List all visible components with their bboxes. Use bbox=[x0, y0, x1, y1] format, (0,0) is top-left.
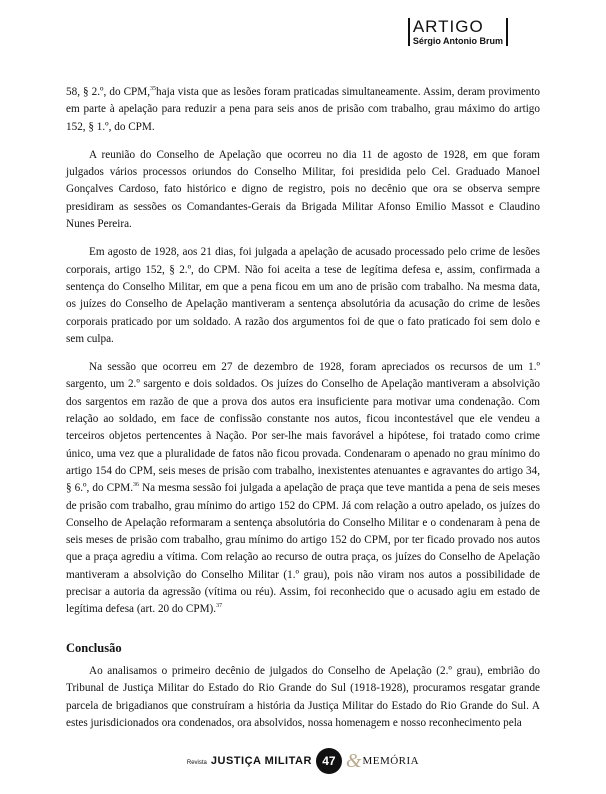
page-footer bbox=[0, 748, 606, 774]
body-paragraphs bbox=[66, 84, 540, 619]
footnote-marker: 36 bbox=[133, 482, 140, 489]
footer-prefix: Revista bbox=[186, 760, 207, 766]
memoria-title: MEMÓRIA bbox=[362, 755, 420, 767]
footnote-marker: 35 bbox=[150, 86, 157, 92]
article-body bbox=[66, 84, 540, 743]
page-number: 47 bbox=[316, 748, 342, 774]
paragraph-text: A reunião do Conselho de Apelação que ocorreu no dia 11 de agosto de 1928, em que foram julgados vários processos oriundos do Conselho Militar, foi presidida pelo Cel. Graduado Manoel Gonçalves Cardoso, fato histórico e digno de registro, pois no decênio que ora se observa sempre presidiram as sessões os Comandantes-Gerais da Brigada Militar Afonso Emilio Massot e Claudino Nunes Pereira. bbox=[66, 148, 540, 231]
magazine-title: JUSTIÇA MILITAR bbox=[210, 755, 312, 767]
conclusion-heading: Conclusão bbox=[66, 640, 122, 655]
body-paragraph bbox=[66, 147, 540, 233]
body-paragraph bbox=[66, 84, 540, 136]
body-paragraph bbox=[66, 244, 540, 348]
paragraph-text: 58, § 2.º, do CPM, bbox=[66, 86, 151, 98]
section-label: ARTIGO bbox=[412, 17, 484, 36]
conclusion-paragraph: Ao analisamos o primeiro decênio de julgados do Conselho de Apelação (2.º grau), embrião do Tribunal de Justiça Militar do Estado do Rio Grande do Sul (1918-1928), procuramos resgatar grande parcela de brigadianos que construíram a história da Justiça Militar do Estado do Rio Grande do Sul. A estes jurisdicionados ora condenados, ora absolvidos, nossa homenagem e nosso reconhecimento pela bbox=[66, 664, 540, 729]
ampersand-logo: & bbox=[345, 749, 362, 772]
author-name: Sérgio Antonio Brum bbox=[412, 36, 503, 46]
footnote-marker: 37 bbox=[216, 603, 223, 610]
article-header bbox=[408, 18, 508, 46]
header-text bbox=[410, 18, 506, 46]
paragraph-text: Na mesma sessão foi julgada a apelação de praça que teve mantida a pena de seis meses de prisão com trabalho, grau mínimo do artigo 152 do CPM. Já com relação a outro apelado, os juízes do Conselho de Apelação reformaram a sentença absolutória do Conselho Militar e o condenaram à pena de seis meses de prisão com trabalho, grau mínimo do artigo 152 do CPM, por ter ficado provado nos autos que a praça agrediu a vítima. Com relação ao recurso de outra praça, os juízes do Conselho de Apelação mantiveram a absolvição do Conselho Militar (1.º grau), pois não viram nos autos a possibilidade de precisar a autoria da agressão (vítima ou réu). Assim, foi reconhecido que o acusado agiu em estado de legítima defesa (art. 20 do CPM). bbox=[66, 482, 540, 616]
body-paragraph bbox=[66, 359, 540, 618]
paragraph-text: haja vista que as lesões foram praticadas simultaneamente. Assim, deram provimento em parte à apelação para reduzir a pena para seis anos de prisão com trabalho, grau máximo do artigo 152, § 1.º, do CPM. bbox=[66, 86, 540, 133]
paragraph-text: Na sessão que ocorreu em 27 de dezembro de 1928, foram apreciados os recursos de um 1.º sargento, um 2.º sargento e dois soldados. Os juízes do Conselho de Apelação mantiveram a absolvição dos sargentos em razão de que a prova dos autos era insuficiente para motivar uma condenação. Com relação ao soldado, em face de confissão constante nos autos, ficou incontestável que ele vendeu a terceiros objetos pertencentes à Nação. Por ser-lhe mais favorável a hipótese, foi tratado como crime único, uma vez que a pluralidade de fatos não ficou provada. Condenaram o apenado no grau mínimo do artigo 154 do CPM, seis meses de prisão com trabalho, inexistentes atenuantes e agravantes do artigo 34, § 6.º, do CPM. bbox=[66, 361, 540, 495]
header-right-rule bbox=[506, 18, 508, 46]
paragraph-text: Em agosto de 1928, aos 21 dias, foi julgada a apelação de acusado processado pelo crime de lesões corporais, artigo 152, § 2.º, do CPM. Não foi aceita a tese de legítima defesa e, assim, confirmada a sentença do Conselho Militar, em que a pena ficou em um ano de prisão com trabalho. Na mesma data, os juízes do Conselho de Apelação mantiveram a sentença absolutória da acusação do crime de lesões corporais praticado por um soldado. A razão dos argumentos foi de que o fato praticado foi sem dolo e sem culpa. bbox=[66, 246, 540, 345]
